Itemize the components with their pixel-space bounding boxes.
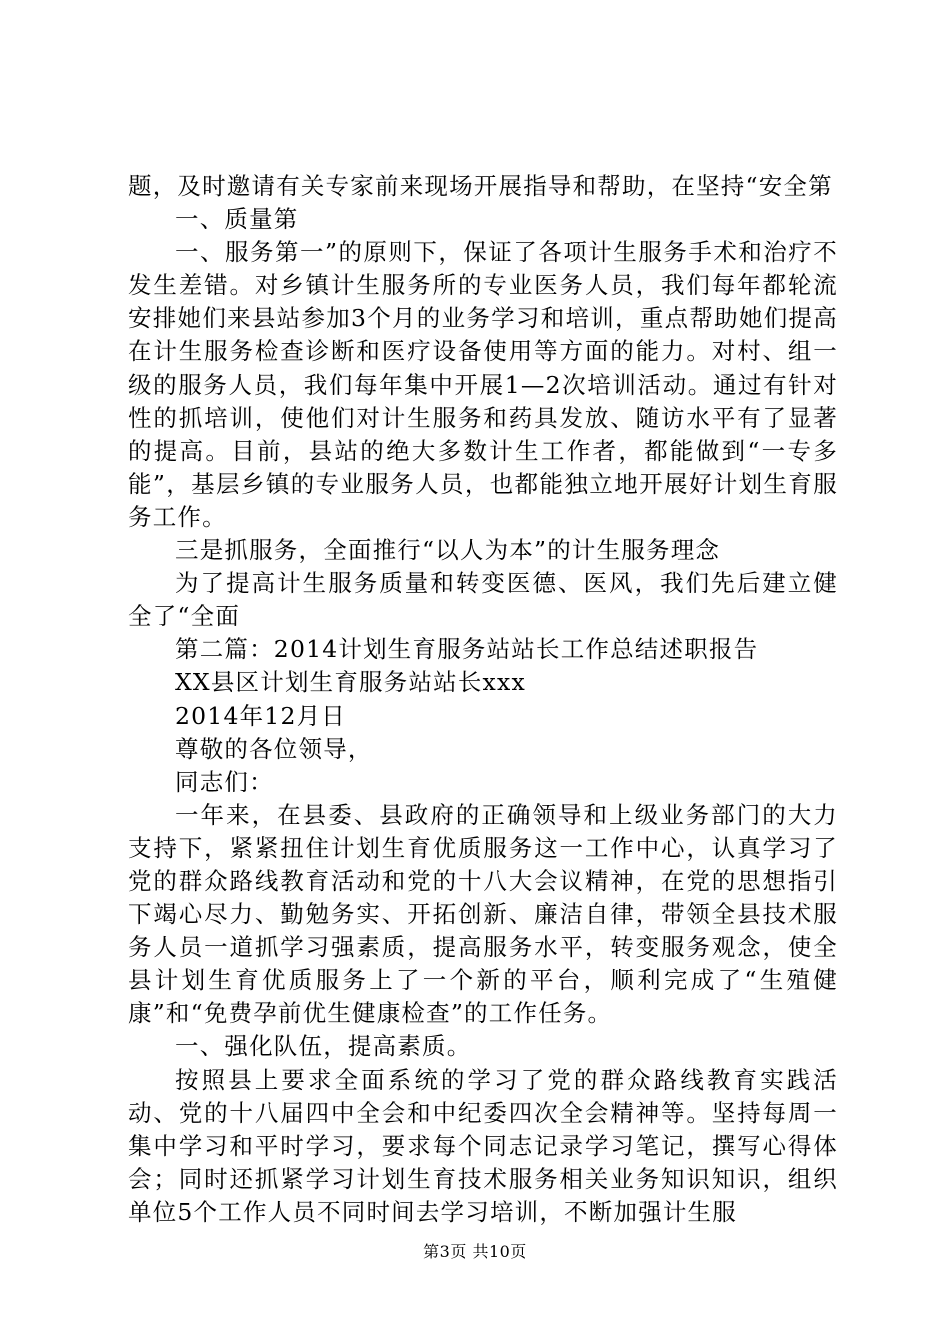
paragraph: 一、服务第一”的原则下，保证了各项计生服务手术和治疗不发生差错。对乡镇计生服务所的专业医务人员，我们每年都轮流安排她们来县站参加3个月的业务学习和培训，重点帮助她们提高在计生服务检查诊断和医疗设备使用等方面的能力。对村、组一级的服务人员，我们每年集中开展1—2次培训活动。通过有针对性的抓培训，使他们对计生服务和药具发放、随访水平有了显著的提高。目前，县站的绝大多数计生工作者，都能做到“一专多能”，基层乡镇的专业服务人员，也都能独立地开展好计划生育服务工作。 bbox=[128, 238, 838, 531]
salutation: 同志们： bbox=[175, 767, 274, 796]
document-body bbox=[128, 170, 838, 1229]
paragraph: 按照县上要求全面系统的学习了党的群众路线教育实践活动、党的十八届四中全会和中纪委四次全会精神等。坚持每周一集中学习和平时学习，要求每个同志记录学习笔记，撰写心得体会；同时还抓紧学习计划生育技术服务相关业务知识知识，组织单位5个工作人员不同时间去学习培训，不断加强计生服 bbox=[128, 1065, 838, 1226]
date-line: 2014年12月日 bbox=[175, 701, 347, 730]
paragraph: 为了提高计生服务质量和转变医德、医风，我们先后建立健全了“全面 bbox=[128, 569, 838, 631]
paragraph: 题，及时邀请有关专家前来现场开展指导和帮助，在坚持“安全第 bbox=[128, 172, 833, 200]
paragraph: 三是抓服务，全面推行“以人为本”的计生服务理念 bbox=[175, 536, 721, 565]
paragraph: 一年来，在县委、县政府的正确领导和上级业务部门的大力支持下，紧紧扭住计划生育优质服务这一工作中心，认真学习了党的群众路线教育活动和党的十八大会议精神，在党的思想指引下竭心尽力、勤勉务实、开拓创新、廉洁自律，带领全县技术服务人员一道抓学习强素质，提高服务水平，转变服务观念，使全县计划生育优质服务上了一个新的平台，顺利完成了“生殖健康”和“免费孕前优生健康检查”的工作任务。 bbox=[128, 800, 838, 1028]
section-heading: 第二篇：2014计划生育服务站站长工作总结述职报告 bbox=[175, 635, 759, 664]
paragraph: 一、强化队伍，提高素质。 bbox=[175, 1032, 472, 1061]
salutation: 尊敬的各位领导， bbox=[175, 734, 373, 763]
page-footer: 第3页 共10页 bbox=[423, 1242, 527, 1261]
paragraph: 一、质量第 bbox=[175, 205, 299, 234]
author-line: XX县区计划生育服务站站长xxx bbox=[175, 668, 526, 697]
